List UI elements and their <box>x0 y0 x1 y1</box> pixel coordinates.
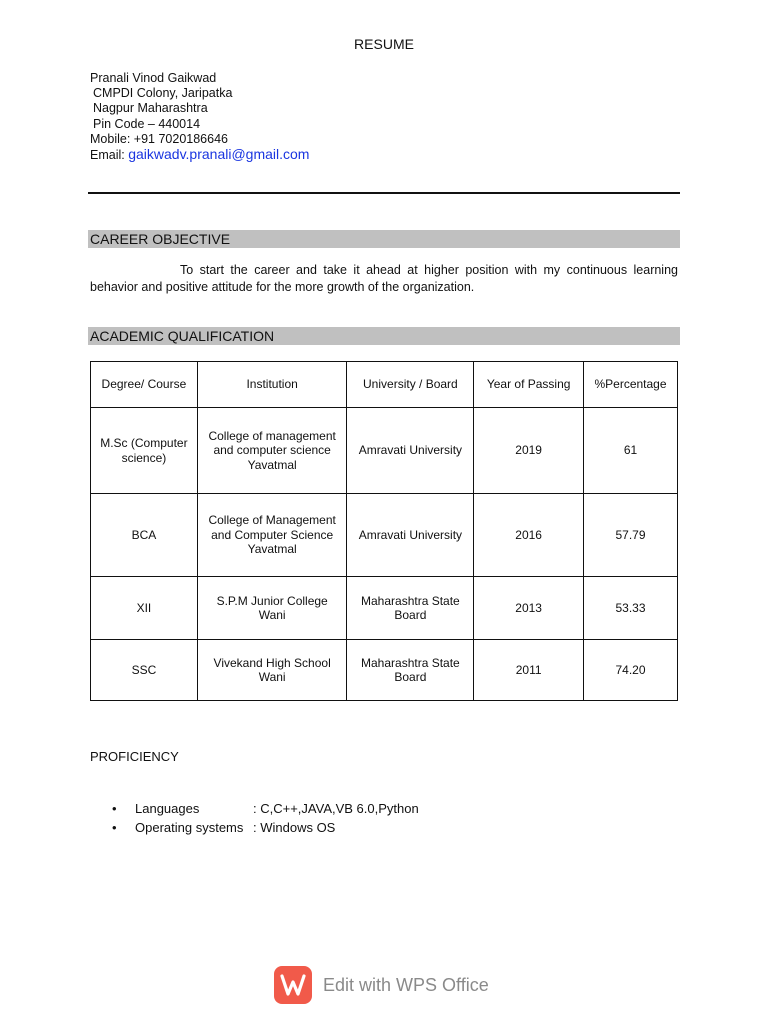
applicant-name: Pranali Vinod Gaikwad <box>90 71 217 85</box>
mobile-label: Mobile: <box>90 131 134 146</box>
cell-institution: College of management and computer science Yavatmal <box>197 408 347 494</box>
cell-board: Amravati University <box>347 408 474 494</box>
address-line: Pin Code – 440014 <box>93 116 201 131</box>
cell-board: Maharashtra State Board <box>347 577 474 640</box>
email-label: Email: <box>90 148 129 163</box>
academic-table <box>90 361 678 701</box>
wps-watermark[interactable] <box>274 965 489 1005</box>
header-divider <box>88 192 680 194</box>
address-line: Nagpur Maharashtra <box>93 101 208 116</box>
cell-year: 2016 <box>474 494 584 577</box>
career-objective-text: To start the career and take it ahead at higher position with my continuous learning behavior and positive attitude for the more growth of the organization. <box>90 263 678 294</box>
cell-board: Amravati University <box>347 494 474 577</box>
cell-year: 2011 <box>474 640 584 701</box>
cell-degree: M.Sc (Computer science) <box>91 408 198 494</box>
wps-watermark-text: Edit with WPS Office <box>323 974 489 995</box>
cell-year: 2019 <box>474 408 584 494</box>
table-row <box>91 408 678 494</box>
skill-value: : Windows OS <box>253 819 336 835</box>
column-header-year: Year of Passing <box>474 362 584 408</box>
skill-label: Languages <box>135 801 200 816</box>
cell-year: 2013 <box>474 577 584 640</box>
skill-value: : C,C++,JAVA,VB 6.0,Python <box>253 801 419 816</box>
cell-institution: S.P.M Junior College Wani <box>197 577 347 640</box>
cell-institution: Vivekand High School Wani <box>197 640 347 701</box>
address-line: CMPDI Colony, Jaripatka <box>93 86 233 101</box>
academic-qualification-heading: ACADEMIC QUALIFICATION <box>88 327 680 345</box>
cell-percentage: 57.79 <box>584 494 678 577</box>
column-header-degree: Degree/ Course <box>91 362 198 408</box>
table-row <box>91 577 678 640</box>
cell-percentage: 53.33 <box>584 577 678 640</box>
cell-degree: SSC <box>91 640 198 701</box>
cell-degree: XII <box>91 577 198 640</box>
column-header-percentage: %Percentage <box>584 362 678 408</box>
cell-degree: BCA <box>91 494 198 577</box>
list-item <box>90 819 419 838</box>
column-header-board: University / Board <box>347 362 474 408</box>
mobile-row <box>90 132 309 147</box>
career-objective-heading: CAREER OBJECTIVE <box>88 230 680 248</box>
contact-block <box>90 71 309 163</box>
mobile-number: +91 7020186646 <box>133 131 228 146</box>
cell-percentage: 61 <box>584 408 678 494</box>
resume-title: RESUME <box>354 36 414 52</box>
cell-percentage: 74.20 <box>584 640 678 701</box>
skill-label: Operating systems <box>135 819 244 835</box>
proficiency-list <box>90 800 419 837</box>
email-link[interactable]: gaikwadv.pranali@gmail.com <box>128 146 310 163</box>
table-row <box>91 494 678 577</box>
list-item <box>90 800 419 819</box>
email-row <box>90 147 309 163</box>
proficiency-heading: PROFICIENCY <box>90 749 179 764</box>
table-header-row <box>91 362 678 408</box>
wps-office-logo-icon <box>274 966 312 1004</box>
column-header-institution: Institution <box>197 362 347 408</box>
cell-institution: College of Management and Computer Science Yavatmal <box>197 494 347 577</box>
cell-board: Maharashtra State Board <box>347 640 474 701</box>
table-row <box>91 640 678 701</box>
